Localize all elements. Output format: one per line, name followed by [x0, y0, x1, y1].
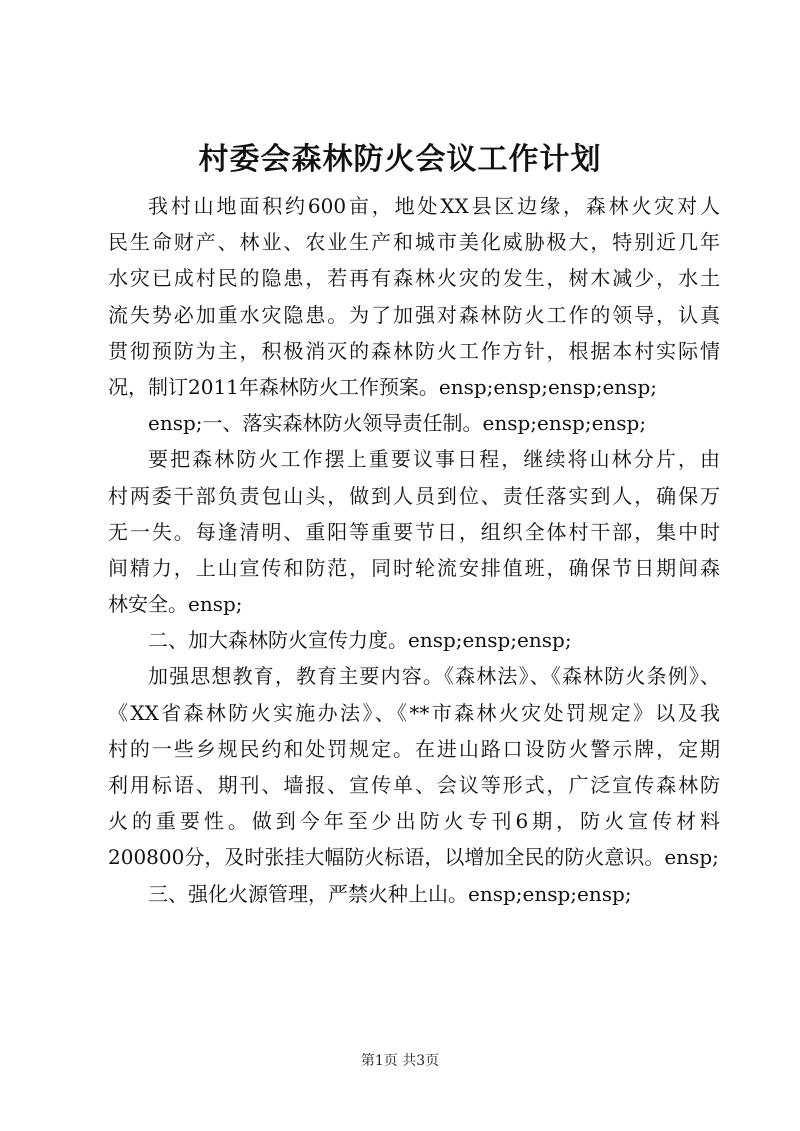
- section-heading: 二、加大森林防火宣传力度。ensp;ensp;ensp;: [148, 628, 572, 653]
- paragraph-line: 林安全。ensp;: [108, 592, 243, 617]
- paragraph-line: 村的一些乡规民约和处罚规定。在进山路口设防火警示牌，定期: [108, 736, 720, 761]
- document-body: [108, 188, 720, 912]
- paragraph-line: 利用标语、期刊、墙报、宣传单、会议等形式，广泛宣传森林防: [108, 773, 720, 797]
- page-footer: 第1页 共3页: [360, 1053, 440, 1069]
- paragraph-line: 我村山地面积约600亩，地处XX县区边缘，森林火灾对人: [148, 194, 720, 218]
- paragraph-line: 流失势必加重水灾隐患。为了加强对森林防火工作的领导，认真: [108, 302, 720, 327]
- paragraph-line: 民生命财产、林业、农业生产和城市美化威胁极大，特别近几年: [108, 230, 720, 255]
- section-heading: 三、强化火源管理，严禁火种上山。ensp;ensp;ensp;: [148, 881, 632, 906]
- paragraph-line: 况，制订2011年森林防火工作预案。ensp;ensp;ensp;ensp;: [108, 374, 657, 399]
- paragraph-line: 水灾已成村民的隐患，若再有森林火灾的发生，树木减少，水土: [108, 266, 720, 291]
- page-title: 村委会森林防火会议工作计划: [198, 142, 602, 177]
- paragraph-line: 间精力，上山宣传和防范，同时轮流安排值班，确保节日期间森: [108, 555, 720, 580]
- section-heading: ensp;一、落实森林防火领导责任制。ensp;ensp;ensp;: [148, 411, 647, 436]
- paragraph-line: 加强思想教育，教育主要内容。《森林法》、《森林防火条例》、: [148, 664, 720, 689]
- paragraph-line: 火的重要性。做到今年至少出防火专刊6期，防火宣传材料: [108, 809, 720, 834]
- paragraph-line: 《XX省森林防火实施办法》、《**市森林火灾处罚规定》以及我: [108, 700, 720, 725]
- paragraph-line: 村两委干部负责包山头，做到人员到位、责任落实到人，确保万: [108, 483, 720, 508]
- paragraph-line: 要把森林防火工作摆上重要议事日程，继续将山林分片，由: [148, 447, 720, 472]
- paragraph-line: 200800分，及时张挂大幅防火标语，以增加全民的防火意识。ensp;: [108, 845, 719, 870]
- paragraph-line: 无一失。每逢清明、重阳等重要节日，组织全体村干部，集中时: [108, 519, 720, 544]
- paragraph-line: 贯彻预防为主，积极消灭的森林防火工作方针，根据本村实际情: [108, 338, 720, 363]
